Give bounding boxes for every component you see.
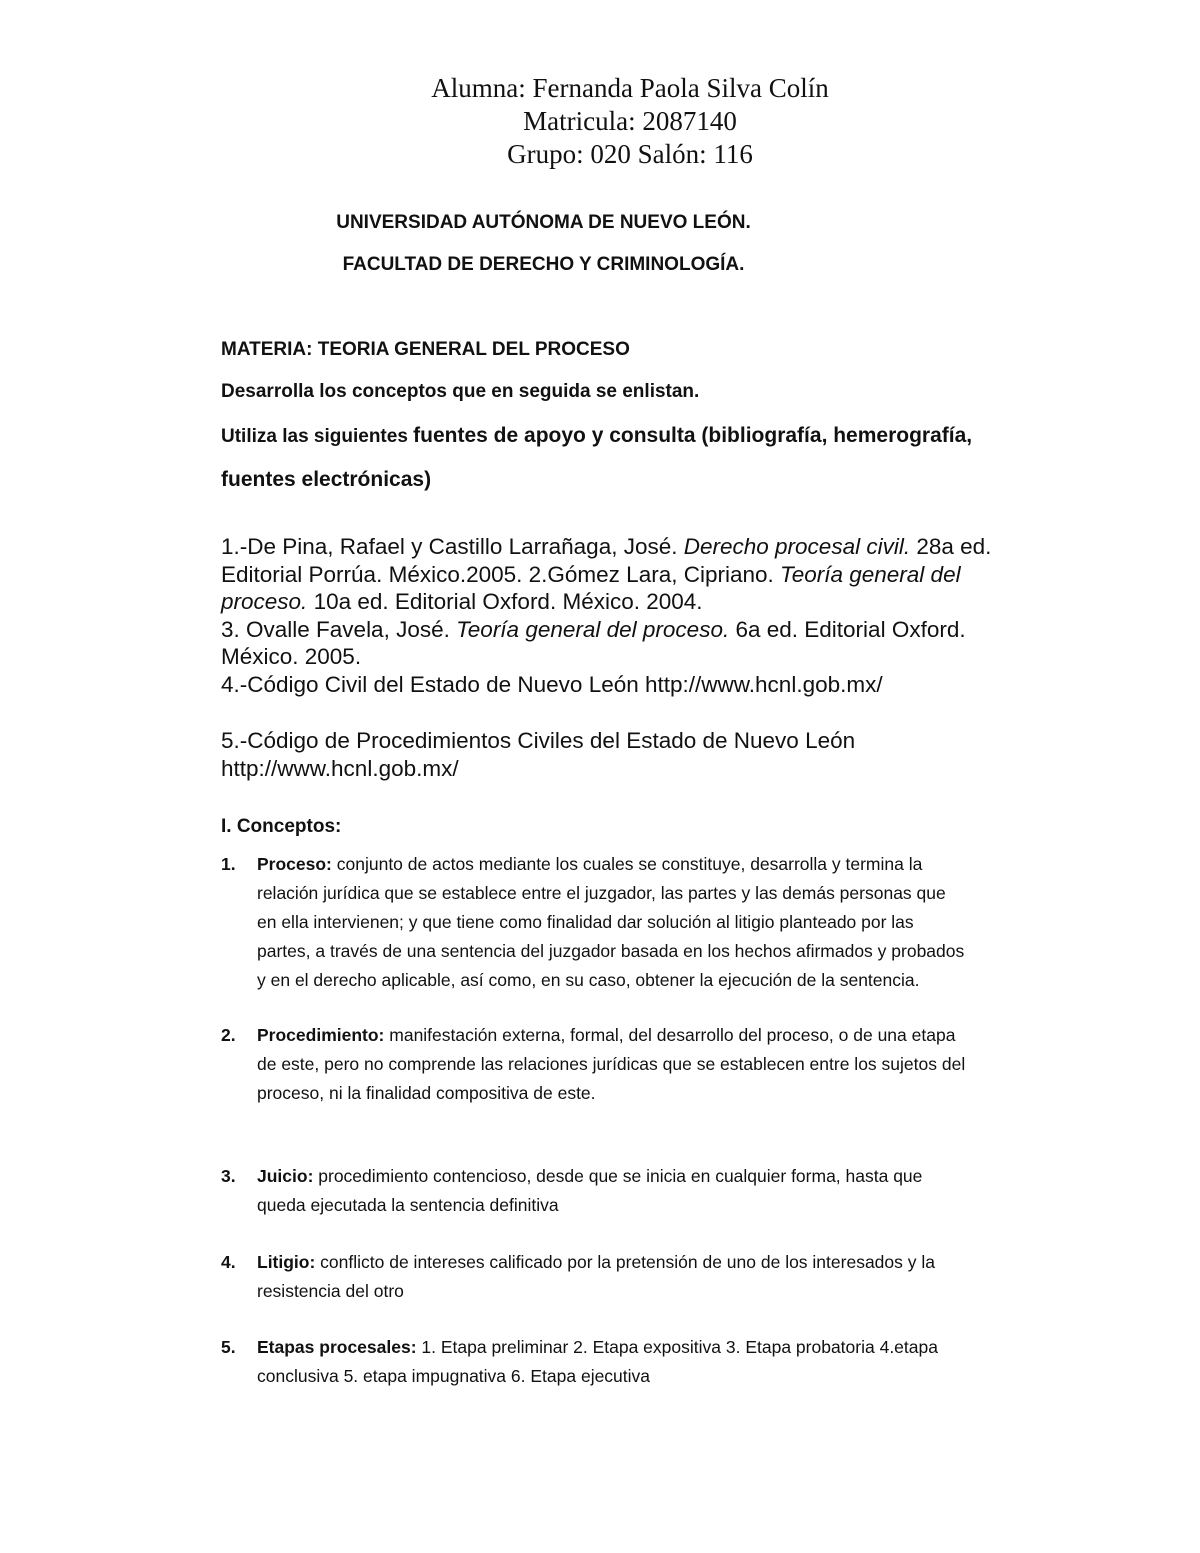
concept-number: 5. [221, 1337, 236, 1357]
reference-1-line2: Editorial Porrúa. México.2005. 2.Gómez Lara, Cipriano. Teoría general del [221, 561, 961, 587]
concept-item-5: 5. Etapas procesales: 1. Etapa preliminar 2. Etapa expositiva 3. Etapa probatoria 4.etapa conclusiva 5. etapa impugnativa 6. Etapa ejecutiva [221, 1333, 1061, 1391]
sources-prefix: Utiliza las siguientes [221, 426, 414, 447]
references-block [221, 533, 1051, 698]
reference-5 [221, 727, 1051, 782]
group-room: Grupo: 020 Salón: 116 [507, 139, 753, 169]
reference-5-line2: http://www.hcnl.gob.mx/ [221, 755, 459, 781]
reference-5-line1: 5.-Código de Procedimientos Civiles del Estado de Nuevo León [221, 728, 856, 753]
sources-line2: fuentes electrónicas) [221, 468, 432, 491]
university-name: UNIVERSIDAD AUTÓNOMA DE NUEVO LEÓN. [336, 212, 751, 233]
concept-term: Litigio: [257, 1252, 316, 1272]
concept-number: 3. [221, 1166, 236, 1186]
concept-item-1: 1. Proceso: conjunto de actos mediante los cuales se constituye, desarrolla y termina la relación jurídica que se establece entre el juzgador, las partes y las demás personas que en ella intervienen; y que tiene como finalidad dar solución al litigio planteado por las partes, a través de una sentencia del juzgador basada en los hechos afirmados y probados y en el derecho aplicable, así como, en su caso, obtener la ejecución de la sentencia. [221, 850, 1061, 995]
sources-rest: fuentes de apoyo y consulta (bibliografía, hemerografía, [413, 424, 973, 447]
student-id: Matricula: 2087140 [523, 106, 737, 136]
subject-title: MATERIA: TEORIA GENERAL DEL PROCESO [221, 339, 630, 360]
concept-number: 2. [221, 1025, 236, 1045]
concept-item-2: 2. Procedimiento: manifestación externa, formal, del desarrollo del proceso, o de una etapa de este, pero no comprende las relaciones jurídicas que se establecen entre los sujetos del proceso, ni la finalidad compositiva de este. [221, 1021, 1061, 1108]
reference-4: 4.-Código Civil del Estado de Nuevo León http://www.hcnl.gob.mx/ [221, 671, 883, 697]
concept-item-3: 3. Juicio: procedimiento contencioso, desde que se inicia en cualquier forma, hasta que queda ejecutada la sentencia definitiva [221, 1162, 1061, 1220]
concept-number: 1. [221, 854, 236, 874]
concept-term: Etapas procesales: [257, 1337, 417, 1357]
sources-instruction [221, 422, 972, 450]
student-name: Alumna: Fernanda Paola Silva Colín [431, 73, 829, 103]
concept-term: Proceso: [257, 854, 332, 874]
concepts-heading: I. Conceptos: [221, 816, 342, 837]
instruction-text: Desarrolla los conceptos que en seguida se enlistan. [221, 381, 700, 402]
reference-1-line1: 1.-De Pina, Rafael y Castillo Larrañaga, José. Derecho procesal civil. 28a ed. [221, 534, 992, 559]
reference-2-line2: proceso. 10a ed. Editorial Oxford. México. 2004. [221, 589, 703, 614]
reference-3-line2: México. 2005. [221, 644, 362, 669]
faculty-name: FACULTAD DE DERECHO Y CRIMINOLOGÍA. [342, 254, 745, 275]
concept-item-4: 4. Litigio: conflicto de intereses calificado por la pretensión de uno de los interesados y la resistencia del otro [221, 1248, 1061, 1306]
reference-3-line1: 3. Ovalle Favela, José. Teoría general del proceso. 6a ed. Editorial Oxford. [221, 616, 966, 642]
concept-term: Juicio: [257, 1166, 314, 1186]
concept-number: 4. [221, 1252, 236, 1272]
concept-term: Procedimiento: [257, 1025, 385, 1045]
